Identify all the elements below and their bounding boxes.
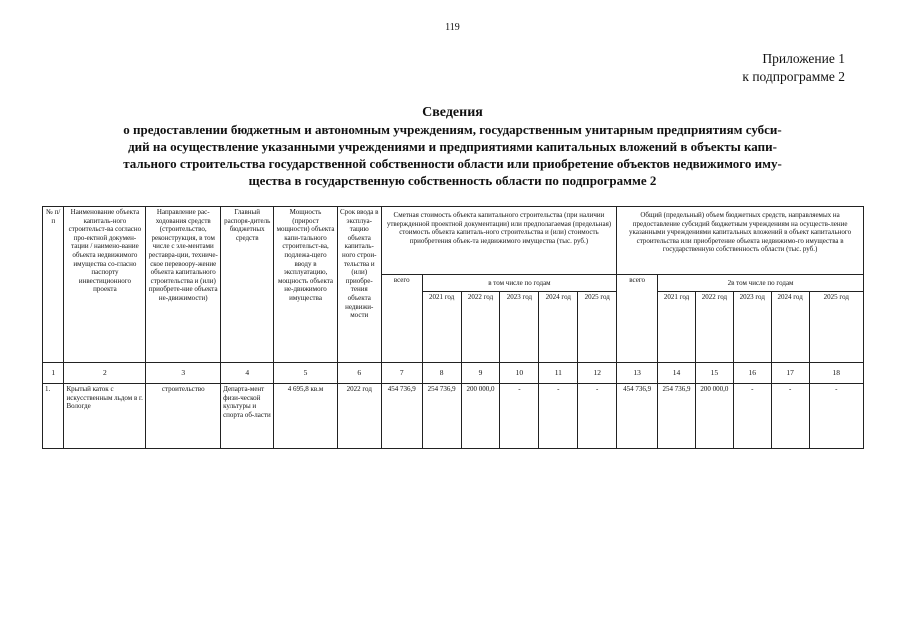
header-cost-year: 2025 год: [578, 292, 617, 363]
row-cost-total: 454 736,9: [381, 384, 422, 449]
column-number: 9: [461, 363, 500, 384]
header-cost-by-years: в том числе по годам: [422, 275, 617, 292]
row-volume-2024: -: [771, 384, 809, 449]
row-cost-2023: -: [500, 384, 539, 449]
header-cost-total: всего: [381, 275, 422, 363]
row-object-name: Крытый каток с искусственным льдом в г. Вологде: [64, 384, 146, 449]
subsidy-table: [42, 206, 864, 449]
appendix-line-1: Приложение 1: [762, 51, 845, 66]
column-number: 11: [539, 363, 578, 384]
row-capacity: 4 695,8 кв.м: [274, 384, 337, 449]
row-cost-2021: 254 736,9: [422, 384, 461, 449]
header-cost-year: 2023 год: [500, 292, 539, 363]
title-line-4: щества в государственную собственность области по подпрограмме 2: [248, 173, 657, 188]
row-term: 2022 год: [337, 384, 381, 449]
row-volume-2023: -: [733, 384, 771, 449]
column-number: 18: [809, 363, 863, 384]
header-cost-year: 2021 год: [422, 292, 461, 363]
table-row: [43, 384, 864, 449]
row-volume-total: 454 736,9: [617, 384, 658, 449]
row-num: 1.: [43, 384, 64, 449]
header-term: Срок ввода в эксплуа-тацию объекта капиталь-ного строи-тельства и (или) приобре-тения объекта недвижи-мости: [337, 207, 381, 363]
column-number: 15: [695, 363, 733, 384]
column-number-row: [43, 363, 864, 384]
row-direction: строительство: [146, 384, 221, 449]
title-line-1: о предоставлении бюджетным и автономным учреждениям, государственным унитарным предприятиям субси-: [123, 122, 782, 137]
header-volume-year: 2024 год: [771, 292, 809, 363]
column-number: 17: [771, 363, 809, 384]
column-number: 16: [733, 363, 771, 384]
column-number: 14: [658, 363, 696, 384]
page-number: 119: [445, 22, 460, 33]
row-volume-2025: -: [809, 384, 863, 449]
header-volume-by-years: 2в том числе по годам: [658, 275, 864, 292]
title-line-3: тального строительства государственной собственности области или приобретение объектов недвижимого иму-: [123, 156, 782, 171]
title-line-2: дий на осуществление указанными учреждениями и предприятиями капитальных вложений в объекты капи-: [128, 139, 777, 154]
row-volume-2021: 254 736,9: [658, 384, 696, 449]
row-cost-2022: 200 000,0: [461, 384, 500, 449]
header-volume-year: 2021 год: [658, 292, 696, 363]
column-number: 2: [64, 363, 146, 384]
row-cost-2025: -: [578, 384, 617, 449]
appendix-line-2: к подпрограмме 2: [742, 69, 845, 84]
column-number: 10: [500, 363, 539, 384]
header-row-1: [43, 207, 864, 275]
column-number: 4: [221, 363, 274, 384]
row-volume-2022: 200 000,0: [695, 384, 733, 449]
header-volume-year: 2025 год: [809, 292, 863, 363]
row-cost-2024: -: [539, 384, 578, 449]
column-number: 8: [422, 363, 461, 384]
column-number: 3: [146, 363, 221, 384]
header-cost-group: Сметная стоимость объекта капитального строительства (при наличии утвержденной проектной документации) или предполагаемая (предельная) стоимость объекта капиталь-ного строительства и (или) стоимость приобретения объек-та недвижимого имущества (тыс. руб.): [381, 207, 616, 275]
column-number: 1: [43, 363, 64, 384]
row-manager: Департа-мент физи-ческой культуры и спорта об-ласти: [221, 384, 274, 449]
document-title: [60, 104, 845, 189]
column-number: 7: [381, 363, 422, 384]
column-number: 6: [337, 363, 381, 384]
header-volume-total: всего: [617, 275, 658, 363]
header-cost-year: 2024 год: [539, 292, 578, 363]
header-manager: Главный распоря-дитель бюджетных средств: [221, 207, 274, 363]
header-capacity: Мощность (прирост мощности) объекта капи-тального строительст-ва, подлежа-щего вводу в эксплуатацию, мощность объекта не-движимого имущества: [274, 207, 337, 363]
header-direction: Направление рас-ходования средств (строительство, реконструкция, в том числе с эле-ментами реставра-ции, техниче-ское перевоору-жение объекта капитального строительства и (или) приобрете-ние объекта не-движимости): [146, 207, 221, 363]
header-cost-year: 2022 год: [461, 292, 500, 363]
column-number: 13: [617, 363, 658, 384]
header-name: Наименование объекта капиталь-ного строительст-ва согласно про-ектной докумен-тации / наимено-вание объекта недвижимого имущества со-гласно паспорту инвестиционного проекта: [64, 207, 146, 363]
header-volume-year: 2022 год: [695, 292, 733, 363]
header-volume-group: Общий (предельный) объем бюджетных средств, направляемых на предоставление субсидий бюджетным учреждениям на осуществ-ление указанными учреждениями капитальных вложений в объект капитального строительства или приобретение объекта недвижимо-го имущества в государственную собственность области (тыс. руб.): [617, 207, 864, 275]
header-num: № п/п: [43, 207, 64, 363]
appendix-label: [742, 50, 845, 86]
column-number: 5: [274, 363, 337, 384]
header-volume-year: 2023 год: [733, 292, 771, 363]
column-number: 12: [578, 363, 617, 384]
title-heading: Сведения: [422, 105, 483, 120]
